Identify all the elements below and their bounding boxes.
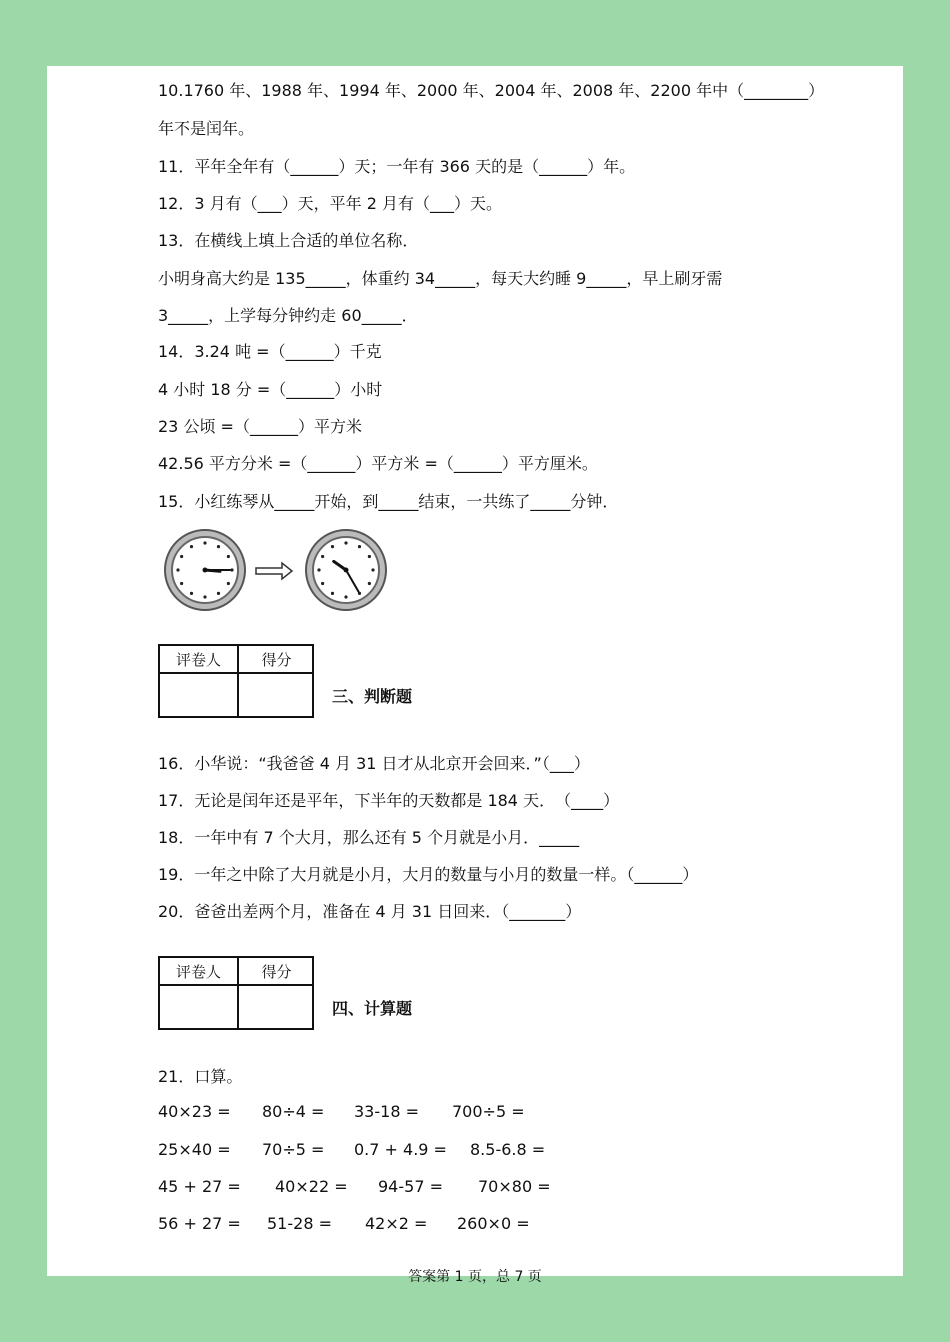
calc-item: 70×80 = (478, 1177, 551, 1196)
clock-tick (344, 541, 347, 544)
clock-tick (227, 555, 230, 558)
calc-item: 700÷5 = (452, 1102, 525, 1121)
question-18: 18．一年中有 7 个大月，那么还有 5 个月就是小月．_____ (158, 828, 580, 847)
calc-item: 40×22 = (275, 1177, 348, 1196)
clock-tick (321, 555, 324, 558)
clock-tick (227, 582, 230, 585)
section-title-judgement: 三、判断题 (332, 687, 413, 706)
grader-header: 评卷人 (175, 963, 221, 981)
calc-item: 0.7 + 4.9 = (354, 1140, 447, 1159)
calc-item: 8.5-6.8 = (470, 1140, 546, 1159)
calc-item: 260×0 = (457, 1214, 530, 1233)
question-13: 13．在横线上填上合适的单位名称． (158, 231, 419, 250)
question-10-line1: 10.1760 年、1988 年、1994 年、2000 年、2004 年、2008 年、2200 年中（________） (158, 81, 825, 100)
calc-item: 40×23 = (158, 1102, 231, 1121)
clock-illustration (160, 528, 400, 612)
page-footer: 答案第 1 页，总 7 页 (408, 1269, 542, 1285)
question-14-line2: 4 小时 18 分 =（______）小时 (158, 380, 383, 399)
question-14-line4: 42.56 平方分米 =（______）平方米 =（______）平方厘米。 (158, 454, 598, 473)
clock-tick (331, 545, 334, 548)
start-clock-icon (165, 530, 245, 610)
clock-tick (331, 592, 334, 595)
clock-tick (176, 568, 179, 571)
clock-tick (180, 582, 183, 585)
calc-item: 80÷4 = (262, 1102, 325, 1121)
calc-item: 45 + 27 = (158, 1177, 241, 1196)
calc-item: 94-57 = (378, 1177, 443, 1196)
calc-item: 51-28 = (267, 1214, 332, 1233)
calc-item: 70÷5 = (262, 1140, 325, 1159)
grade-table-4 (158, 956, 314, 1030)
clock-tick (321, 582, 324, 585)
question-13-line1: 小明身高大约是 135_____，体重约 34_____，每天大约睡 9_____，早上刷牙需 (158, 269, 723, 288)
question-21: 21．口算。 (158, 1067, 243, 1086)
clock-tick (190, 592, 193, 595)
calc-item: 25×40 = (158, 1140, 231, 1159)
grader-header: 评卷人 (175, 651, 221, 669)
clock-tick (203, 541, 206, 544)
clock-tick (190, 545, 193, 548)
clock-tick (217, 592, 220, 595)
question-13-line2: 3_____，上学每分钟约走 60_____． (158, 306, 418, 325)
score-header: 得分 (261, 963, 292, 981)
arrow-icon (256, 563, 292, 579)
clock-tick (317, 568, 320, 571)
calc-item: 33-18 = (354, 1102, 419, 1121)
question-14-line1: 14．3.24 吨 =（______）千克 (158, 342, 382, 361)
end-clock-icon (306, 530, 386, 610)
question-14-line3: 23 公顷 =（______）平方米 (158, 417, 362, 436)
question-19: 19．一年之中除了大月就是小月，大月的数量与小月的数量一样。（______） (158, 865, 699, 884)
question-12: 12．3 月有（___）天，平年 2 月有（___）天。 (158, 194, 502, 213)
clock-tick (368, 582, 371, 585)
clock-tick (368, 555, 371, 558)
calc-item: 56 + 27 = (158, 1214, 241, 1233)
clock-tick (344, 595, 347, 598)
clock-tick (203, 595, 206, 598)
clock-tick (180, 555, 183, 558)
question-20: 20．爸爸出差两个月，准备在 4 月 31 日回来．（_______） (158, 902, 582, 921)
score-header: 得分 (261, 651, 292, 669)
clock-tick (358, 545, 361, 548)
question-10-line2: 年不是闰年。 (158, 119, 255, 138)
question-17: 17．无论是闰年还是平年，下半年的天数都是 184 天． （____） (158, 791, 620, 810)
section-title-calculation: 四、计算题 (332, 999, 413, 1018)
question-11: 11．平年全年有（______）天；一年有 366 天的是（______）年。 (158, 157, 636, 176)
clock-tick (371, 568, 374, 571)
clock-tick (217, 545, 220, 548)
calc-item: 42×2 = (365, 1214, 428, 1233)
question-16: 16．小华说：“我爸爸 4 月 31 日才从北京开会回来．”（___） (158, 754, 590, 773)
question-15: 15．小红练琴从_____开始，到_____结束，一共练了_____分钟． (158, 492, 619, 511)
grade-table-3 (158, 644, 314, 718)
